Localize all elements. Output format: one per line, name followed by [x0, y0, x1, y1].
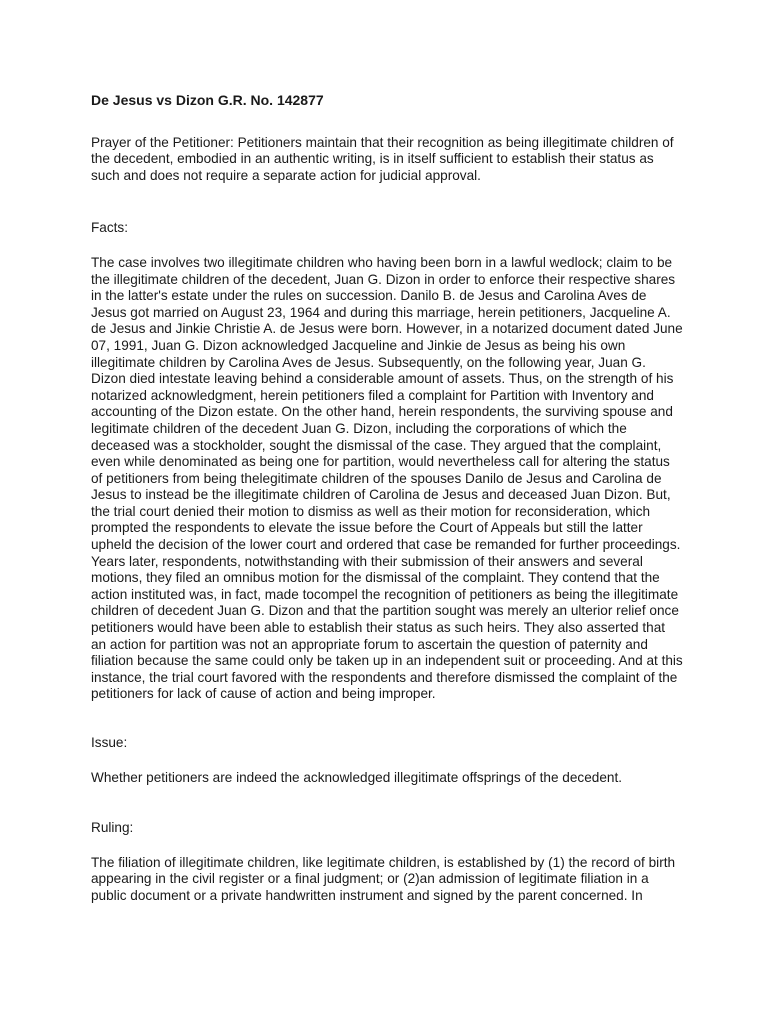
ruling-heading: Ruling:	[91, 820, 134, 836]
facts-heading: Facts:	[91, 220, 129, 236]
ruling-paragraph: The filiation of illegitimate children, like legitimate children, is established by (1) the record of birth appearing in the civil register or a final judgment; or (2)an admission of legitimate filiation in a public document or a private handwritten instrument and signed by the parent concerned. In	[91, 854, 676, 903]
document-page	[91, 92, 683, 905]
facts-paragraph: The case involves two illegitimate children who having been born in a lawful wedlock; claim to be the illegitimate children of the decedent, Juan G. Dizon in order to enforce their respective shares in the latter's estate under the rules on succession. Danilo B. de Jesus and Carolina Aves de Jesus got married on August 23, 1964 and during this marriage, herein petitioners, Jacqueline A. de Jesus and Jinkie Christie A. de Jesus were born. However, in a notarized document dated June 07, 1991, Juan G. Dizon acknowledged Jacqueline and Jinkie de Jesus as being his own illegitimate children by Carolina Aves de Jesus. Subsequently, on the following year, Juan G. Dizon died intestate leaving behind a considerable amount of assets. Thus, on the strength of his notarized acknowledgment, herein petitioners filed a complaint for Partition with Inventory and accounting of the Dizon estate. On the other hand, herein respondents, the surviving spouse and legitimate children of the decedent Juan G. Dizon, including the corporations of which the deceased was a stockholder, sought the dismissal of the case. They argued that the complaint, even while denominated as being one for partition, would nevertheless call for altering the status of petitioners from being thelegitimate children of the spouses Danilo de Jesus and Carolina de Jesus to instead be the illegitimate children of Carolina de Jesus and deceased Juan Dizon. But, the trial court denied their motion to dismiss as well as their motion for reconsideration, which prompted the respondents to elevate the issue before the Court of Appeals but still the latter upheld the decision of the lower court and ordered that case be remanded for further proceedings. Years later, respondents, notwithstanding with their submission of their answers and several motions, they filed an omnibus motion for the dismissal of the complaint. They contend that the action instituted was, in fact, made tocompel the recognition of petitioners as being the illegitimate children of decedent Juan G. Dizon and that the partition sought was merely an ulterior relief once petitioners would have been able to establish their status as such heirs. They also asserted that an action for partition was not an appropriate forum to ascertain the question of paternity and filiation because the same could only be taken up in an independent suit or proceeding. And at this instance, the trial court favored with the respondents and therefore dismissed the complaint of the petitioners for lack of cause of action and being improper.	[91, 254, 683, 702]
issue-paragraph: Whether petitioners are indeed the acknowledged illegitimate offsprings of the decedent.	[91, 769, 622, 785]
issue-heading: Issue:	[91, 735, 128, 750]
prayer-paragraph: Prayer of the Petitioner: Petitioners maintain that their recognition as being illegitimate children of the decedent, embodied in an authentic writing, is in itself sufficient to establish their status as such and does not require a separate action for judicial approval.	[91, 134, 674, 183]
document-title: De Jesus vs Dizon G.R. No. 142877	[91, 92, 324, 108]
